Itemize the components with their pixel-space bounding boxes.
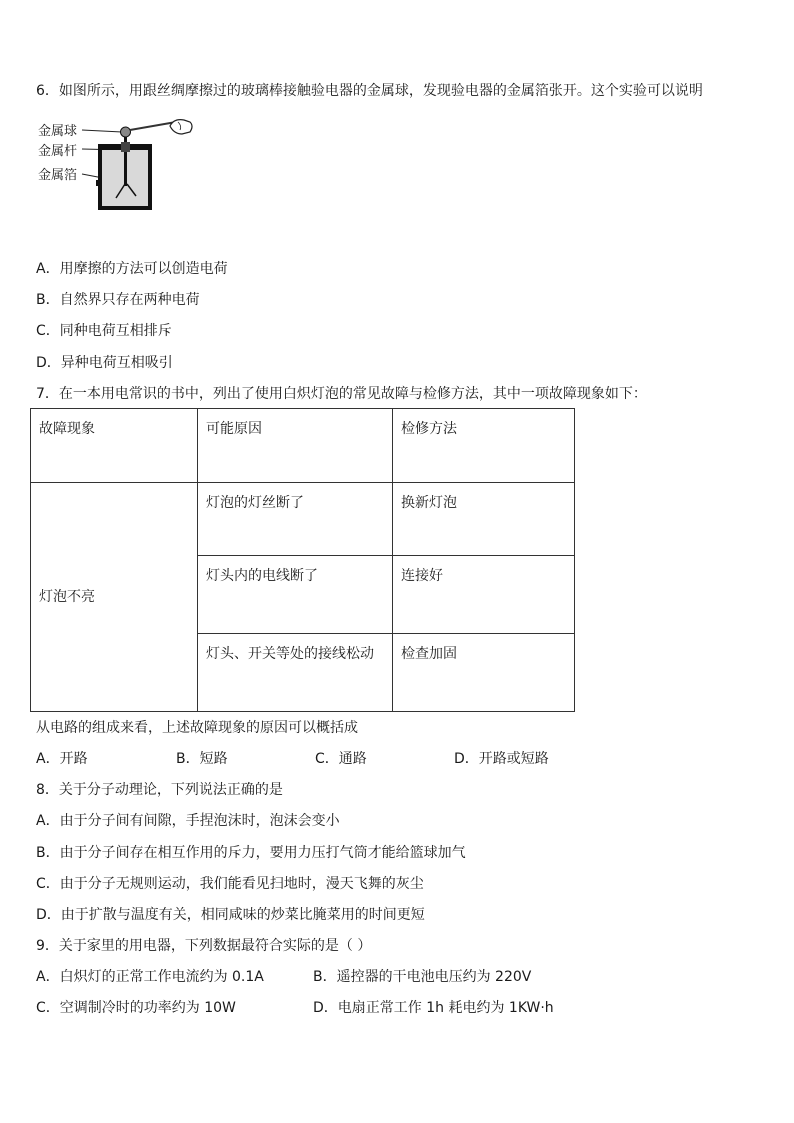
cell-repair: 连接好 bbox=[393, 556, 575, 634]
q9-stem: 9．关于家里的用电器，下列数据最符合实际的是（ ） bbox=[36, 938, 372, 954]
q7-option-c: C．通路 bbox=[315, 751, 367, 767]
q9-options-row-1 bbox=[36, 967, 596, 987]
table-row bbox=[31, 483, 575, 556]
q6-stem: 6．如图所示，用跟丝绸摩擦过的玻璃棒接触验电器的金属球，发现验电器的金属箔张开。这个实验可以说明 bbox=[36, 83, 703, 99]
q7-option-d: D．开路或短路 bbox=[454, 751, 549, 767]
cell-cause: 灯泡的灯丝断了 bbox=[198, 483, 393, 556]
electroscope-drawing bbox=[38, 118, 198, 218]
cell-phenomenon: 灯泡不亮 bbox=[31, 483, 198, 712]
q8-option-c: C．由于分子无规则运动，我们能看见扫地时，漫天飞舞的灰尘 bbox=[36, 876, 424, 892]
q6-option-b: B．自然界只存在两种电荷 bbox=[36, 292, 200, 308]
label-metal-ball: 金属球 bbox=[38, 124, 78, 139]
label-metal-rod: 金属杆 bbox=[38, 144, 78, 159]
q8-option-d: D．由于扩散与温度有关，相同咸味的炒菜比腌菜用的时间更短 bbox=[36, 907, 425, 923]
q8-stem: 8．关于分子动理论，下列说法正确的是 bbox=[36, 782, 283, 798]
q7-option-a: A．开路 bbox=[36, 751, 88, 767]
q7-option-b: B．短路 bbox=[176, 751, 228, 767]
q8-option-b: B．由于分子间存在相互作用的斥力，要用力压打气筒才能给篮球加气 bbox=[36, 845, 466, 861]
fault-table bbox=[30, 408, 575, 712]
label-metal-foil: 金属箔 bbox=[38, 168, 78, 183]
q9-option-b: B．遥控器的干电池电压约为 220V bbox=[313, 969, 532, 985]
q8-option-a: A．由于分子间有间隙，手捏泡沫时，泡沫会变小 bbox=[36, 813, 340, 829]
q6-option-c: C．同种电荷互相排斥 bbox=[36, 323, 172, 339]
q9-options-row-2 bbox=[36, 998, 596, 1018]
q9-option-a: A．白炽灯的正常工作电流约为 0.1A bbox=[36, 969, 264, 985]
header-cause: 可能原因 bbox=[198, 409, 393, 483]
q7-options bbox=[36, 749, 596, 769]
header-repair: 检修方法 bbox=[393, 409, 575, 483]
q6-option-d: D．异种电荷互相吸引 bbox=[36, 355, 173, 371]
electroscope-figure bbox=[38, 118, 198, 218]
q9-option-d: D．电扇正常工作 1h 耗电约为 1KW·h bbox=[313, 1000, 554, 1016]
cell-cause: 灯头内的电线断了 bbox=[198, 556, 393, 634]
q7-follow-text: 从电路的组成来看，上述故障现象的原因可以概括成 bbox=[36, 720, 358, 736]
q6-option-a: A．用摩擦的方法可以创造电荷 bbox=[36, 261, 228, 277]
cell-repair: 换新灯泡 bbox=[393, 483, 575, 556]
header-phenomenon: 故障现象 bbox=[31, 409, 198, 483]
cell-repair: 检查加固 bbox=[393, 634, 575, 712]
q7-stem: 7．在一本用电常识的书中，列出了使用白炽灯泡的常见故障与检修方法，其中一项故障现象如下： bbox=[36, 386, 647, 402]
q9-option-c: C．空调制冷时的功率约为 10W bbox=[36, 1000, 236, 1016]
table-header-row bbox=[31, 409, 575, 483]
cell-cause: 灯头、开关等处的接线松动 bbox=[198, 634, 393, 712]
